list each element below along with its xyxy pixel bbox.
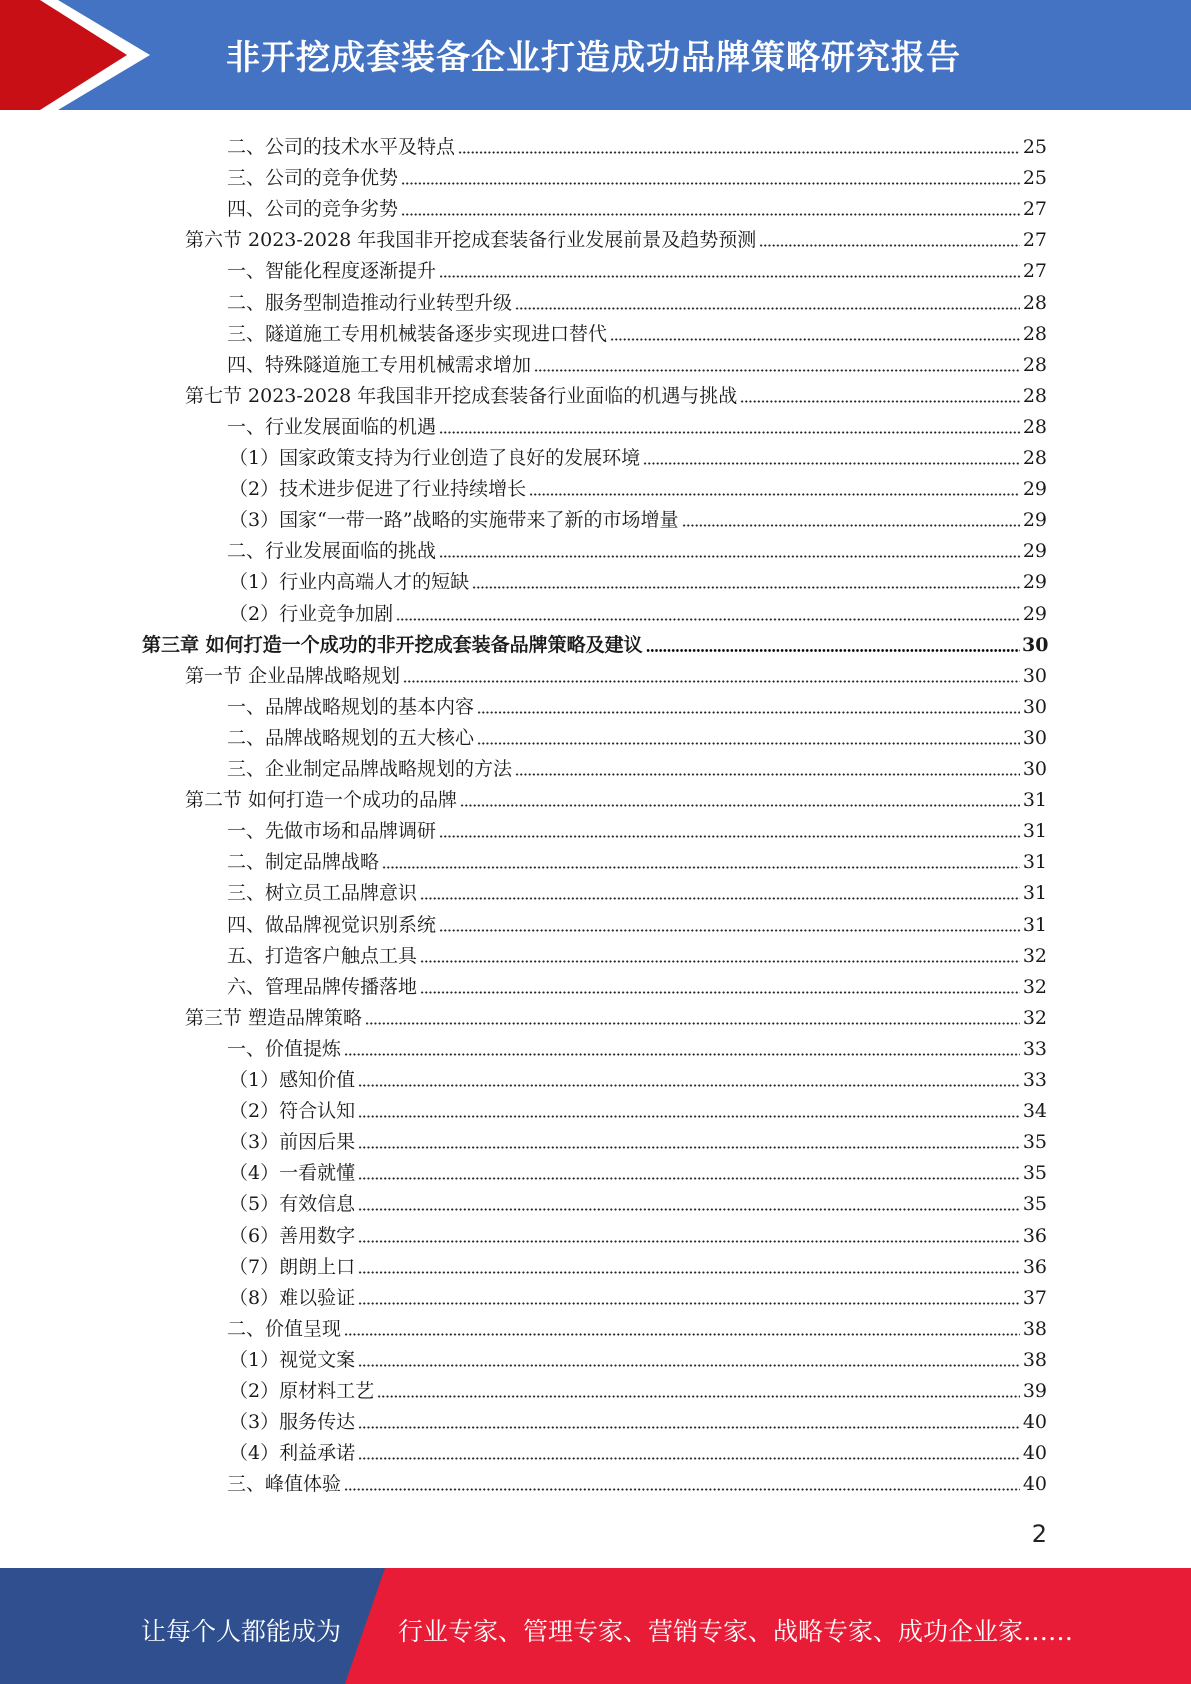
toc-dot-leader — [643, 462, 1020, 465]
toc-entry-sub[interactable] — [0, 1403, 1191, 1434]
toc-entry-page: 31 — [1022, 851, 1047, 874]
toc-dot-leader — [477, 711, 1020, 714]
toc-entry-item[interactable] — [0, 1465, 1191, 1496]
toc-entry-section[interactable] — [0, 657, 1191, 688]
header-banner — [0, 0, 1191, 110]
toc-entry-item[interactable] — [0, 719, 1191, 750]
toc-entry-page: 30 — [1022, 633, 1049, 656]
toc-entry-item[interactable] — [0, 284, 1191, 315]
toc-dot-leader — [401, 182, 1020, 185]
toc-dot-leader — [515, 307, 1020, 310]
toc-entry-title: 四、特殊隧道施工专用机械需求增加 — [227, 353, 532, 376]
toc-entry-item[interactable] — [0, 968, 1191, 999]
toc-entry-title: 三、峰值体验 — [227, 1473, 342, 1496]
toc-entry-title: （4）一看就懂 — [229, 1162, 356, 1185]
toc-entry-item[interactable] — [0, 128, 1191, 159]
toc-dot-leader — [534, 369, 1020, 372]
toc-dot-leader — [460, 804, 1020, 807]
toc-dot-leader — [358, 1457, 1020, 1460]
toc-dot-leader — [529, 493, 1020, 496]
toc-entry-sub[interactable] — [0, 1372, 1191, 1403]
toc-entry-page: 34 — [1022, 1100, 1047, 1123]
toc-entry-title: （2）行业竞争加剧 — [229, 602, 394, 625]
toc-entry-title: 四、公司的竞争劣势 — [227, 198, 399, 221]
toc-dot-leader — [358, 1426, 1020, 1429]
toc-entry-item[interactable] — [0, 874, 1191, 905]
toc-entry-title: （6）善用数字 — [229, 1224, 356, 1247]
toc-entry-page: 27 — [1022, 198, 1047, 221]
toc-entry-page: 38 — [1022, 1317, 1047, 1340]
footer-slogan-right: 行业专家、管理专家、营销专家、战略专家、成功企业家…… — [398, 1617, 1074, 1646]
toc-entry-title: 二、公司的技术水平及特点 — [227, 136, 456, 158]
toc-entry-page: 28 — [1022, 415, 1047, 438]
toc-entry-title: （3）服务传达 — [229, 1411, 356, 1434]
toc-entry-page: 29 — [1022, 509, 1047, 532]
toc-entry-page: 29 — [1022, 602, 1047, 625]
toc-entry-page: 36 — [1022, 1224, 1047, 1247]
toc-dot-leader — [358, 1271, 1020, 1274]
toc-dot-leader — [365, 1022, 1020, 1025]
toc-dot-leader — [439, 431, 1020, 434]
toc-dot-leader — [358, 1208, 1020, 1211]
toc-entry-item[interactable] — [0, 688, 1191, 719]
toc-entry-item[interactable] — [0, 408, 1191, 439]
toc-entry-title: （7）朗朗上口 — [229, 1255, 356, 1278]
toc-entry-item[interactable] — [0, 1310, 1191, 1341]
toc-dot-leader — [344, 1488, 1020, 1491]
toc-entry-title: 第三章 如何打造一个成功的非开挖成套装备品牌策略及建议 — [142, 633, 643, 656]
toc-entry-page: 30 — [1022, 758, 1047, 780]
toc-entry-page: 32 — [1022, 944, 1047, 967]
toc-entry-page: 31 — [1022, 820, 1047, 843]
toc-entry-item[interactable] — [0, 532, 1191, 563]
toc-entry-sub[interactable] — [0, 470, 1191, 501]
toc-entry-page: 28 — [1022, 384, 1047, 407]
toc-entry-page: 33 — [1022, 1037, 1047, 1060]
toc-entry-sub[interactable] — [0, 1248, 1191, 1279]
toc-entry-title: （2）原材料工艺 — [229, 1380, 375, 1402]
toc-entry-item[interactable] — [0, 190, 1191, 221]
report-title: 非开挖成套装备企业打造成功品牌策略研究报告 — [226, 38, 961, 78]
toc-entry-title: 一、价值提炼 — [227, 1037, 342, 1060]
toc-dot-leader — [420, 897, 1020, 900]
toc-dot-leader — [358, 1302, 1020, 1305]
toc-entry-section[interactable] — [0, 781, 1191, 812]
toc-entry-item[interactable] — [0, 159, 1191, 190]
toc-entry-item[interactable] — [0, 937, 1191, 968]
toc-entry-sub[interactable] — [0, 1092, 1191, 1123]
toc-entry-page: 29 — [1022, 540, 1047, 563]
toc-entry-title: （2）符合认知 — [229, 1100, 356, 1123]
toc-entry-page: 31 — [1022, 882, 1047, 905]
toc-dot-leader — [358, 1084, 1020, 1087]
toc-entry-sub[interactable] — [0, 1154, 1191, 1185]
toc-entry-page: 30 — [1022, 664, 1047, 687]
toc-entry-title: （3）国家“一带一路”战略的实施带来了新的市场增量 — [229, 509, 679, 532]
toc-entry-sub[interactable] — [0, 1123, 1191, 1154]
toc-entry-page: 25 — [1022, 167, 1047, 190]
toc-entry-title: 第三节 塑造品牌策略 — [185, 1006, 363, 1029]
toc-entry-sub[interactable] — [0, 563, 1191, 594]
toc-entry-page: 28 — [1022, 322, 1047, 345]
toc-entry-page: 28 — [1022, 291, 1047, 314]
toc-entry-title: 一、品牌战略规划的基本内容 — [227, 695, 475, 718]
toc-dot-leader — [358, 1240, 1020, 1243]
toc-dot-leader — [403, 680, 1020, 683]
toc-entry-page: 36 — [1022, 1255, 1047, 1278]
toc-entry-title: 三、企业制定品牌战略规划的方法 — [227, 758, 513, 780]
toc-dot-leader — [344, 1053, 1020, 1056]
toc-dot-leader — [439, 929, 1020, 932]
toc-entry-page: 35 — [1022, 1162, 1047, 1185]
toc-entry-page: 32 — [1022, 975, 1047, 998]
toc-entry-page: 29 — [1022, 571, 1047, 594]
toc-entry-sub[interactable] — [0, 595, 1191, 626]
toc-dot-leader — [344, 1333, 1020, 1336]
toc-entry-page: 30 — [1022, 695, 1047, 718]
toc-entry-title: 二、服务型制造推动行业转型升级 — [227, 291, 513, 314]
toc-entry-title: （1）行业内高端人才的短缺 — [229, 571, 470, 594]
toc-dot-leader — [439, 275, 1020, 278]
toc-entry-title: 第六节 2023-2028 年我国非开挖成套装备行业发展前景及趋势预测 — [185, 229, 757, 252]
toc-entry-title: 三、隧道施工专用机械装备逐步实现进口替代 — [227, 322, 608, 345]
toc-entry-sub[interactable] — [0, 1217, 1191, 1248]
toc-entry-item[interactable] — [0, 843, 1191, 874]
toc-entry-sub[interactable] — [0, 1434, 1191, 1465]
toc-entry-title: （2）技术进步促进了行业持续增长 — [229, 478, 527, 501]
toc-entry-item[interactable] — [0, 315, 1191, 346]
toc-entry-sub[interactable] — [0, 1279, 1191, 1310]
toc-entry-title: 四、做品牌视觉识别系统 — [227, 913, 437, 936]
toc-entry-sub[interactable] — [0, 501, 1191, 532]
toc-dot-leader — [358, 1364, 1020, 1367]
toc-dot-leader — [377, 1395, 1020, 1398]
toc-entry-chapter[interactable] — [0, 626, 1191, 657]
toc-entry-item[interactable] — [0, 1030, 1191, 1061]
toc-entry-page: 31 — [1022, 789, 1047, 812]
toc-entry-page: 28 — [1022, 353, 1047, 376]
toc-dot-leader — [472, 586, 1020, 589]
toc-entry-page: 37 — [1022, 1286, 1047, 1309]
toc-entry-title: 五、打造客户触点工具 — [227, 944, 418, 967]
toc-entry-page: 40 — [1022, 1442, 1047, 1465]
toc-dot-leader — [759, 244, 1020, 247]
toc-dot-leader — [401, 213, 1020, 216]
toc-dot-leader — [358, 1115, 1020, 1118]
toc-entry-item[interactable] — [0, 750, 1191, 781]
toc-entry-sub[interactable] — [0, 1061, 1191, 1092]
toc-entry-title: 一、先做市场和品牌调研 — [227, 820, 437, 843]
toc-entry-page: 31 — [1022, 913, 1047, 936]
toc-entry-page: 39 — [1022, 1380, 1047, 1402]
toc-entry-page: 29 — [1022, 478, 1047, 501]
toc-dot-leader — [477, 742, 1020, 745]
toc-entry-section[interactable] — [0, 999, 1191, 1030]
toc-entry-title: 第一节 企业品牌战略规划 — [185, 664, 401, 687]
toc-dot-leader — [420, 960, 1020, 963]
toc-entry-section[interactable] — [0, 377, 1191, 408]
toc-entry-page: 33 — [1022, 1069, 1047, 1091]
toc-dot-leader — [610, 338, 1020, 341]
toc-dot-leader — [515, 773, 1020, 776]
toc-entry-page: 28 — [1022, 447, 1047, 469]
toc-entry-item[interactable] — [0, 812, 1191, 843]
toc-entry-page: 35 — [1022, 1131, 1047, 1154]
header-arrow-graphic — [0, 0, 160, 110]
toc-dot-leader — [358, 1146, 1020, 1149]
toc-entry-page: 35 — [1022, 1193, 1047, 1216]
toc-dot-leader — [682, 524, 1020, 527]
toc-dot-leader — [740, 400, 1020, 403]
toc-entry-title: （1）国家政策支持为行业创造了良好的发展环境 — [229, 447, 641, 469]
toc-entry-title: 第二节 如何打造一个成功的品牌 — [185, 789, 458, 812]
toc-entry-title: （4）利益承诺 — [229, 1442, 356, 1465]
toc-entry-page: 32 — [1022, 1006, 1047, 1029]
toc-entry-sub[interactable] — [0, 1341, 1191, 1372]
toc-entry-title: （8）难以验证 — [229, 1286, 356, 1309]
toc-entry-title: 六、管理品牌传播落地 — [227, 975, 418, 998]
toc-dot-leader — [420, 991, 1020, 994]
toc-entry-page: 27 — [1022, 229, 1047, 252]
toc-entry-title: 二、品牌战略规划的五大核心 — [227, 726, 475, 749]
toc-entry-sub[interactable] — [0, 1185, 1191, 1216]
toc-entry-title: 一、智能化程度逐渐提升 — [227, 260, 437, 283]
toc-dot-leader — [458, 151, 1020, 154]
toc-entry-section[interactable] — [0, 221, 1191, 252]
toc-entry-title: 三、树立员工品牌意识 — [227, 882, 418, 905]
toc-entry-page: 38 — [1022, 1348, 1047, 1371]
toc-dot-leader — [646, 649, 1020, 652]
toc-dot-leader — [439, 555, 1020, 558]
toc-dot-leader — [439, 835, 1020, 838]
toc-dot-leader — [382, 866, 1020, 869]
toc-entry-sub[interactable] — [0, 439, 1191, 470]
toc-entry-item[interactable] — [0, 252, 1191, 283]
toc-entry-page: 27 — [1022, 260, 1047, 283]
toc-entry-title: 第七节 2023-2028 年我国非开挖成套装备行业面临的机遇与挑战 — [185, 384, 738, 407]
toc-dot-leader — [396, 618, 1020, 621]
toc-entry-title: 三、公司的竞争优势 — [227, 167, 399, 190]
toc-entry-title: 一、行业发展面临的机遇 — [227, 415, 437, 438]
toc-entry-item[interactable] — [0, 906, 1191, 937]
footer-banner — [0, 1568, 1191, 1684]
footer-slogan-left: 让每个人都能成为 — [141, 1617, 342, 1646]
toc-entry-title: （1）视觉文案 — [229, 1348, 356, 1371]
toc-entry-page: 30 — [1022, 726, 1047, 749]
toc-entry-page: 40 — [1022, 1411, 1047, 1434]
toc-entry-page: 40 — [1022, 1473, 1047, 1496]
toc-entry-page: 25 — [1022, 136, 1047, 158]
toc-entry-title: （3）前因后果 — [229, 1131, 356, 1154]
toc-entry-title: （5）有效信息 — [229, 1193, 356, 1216]
page-number: 2 — [1031, 1520, 1047, 1548]
toc-entry-title: 二、行业发展面临的挑战 — [227, 540, 437, 563]
toc-entry-item[interactable] — [0, 346, 1191, 377]
toc-entry-title: 二、制定品牌战略 — [227, 851, 380, 874]
toc-dot-leader — [358, 1177, 1020, 1180]
toc-entry-title: （1）感知价值 — [229, 1069, 356, 1091]
toc-entry-title: 二、价值呈现 — [227, 1317, 342, 1340]
